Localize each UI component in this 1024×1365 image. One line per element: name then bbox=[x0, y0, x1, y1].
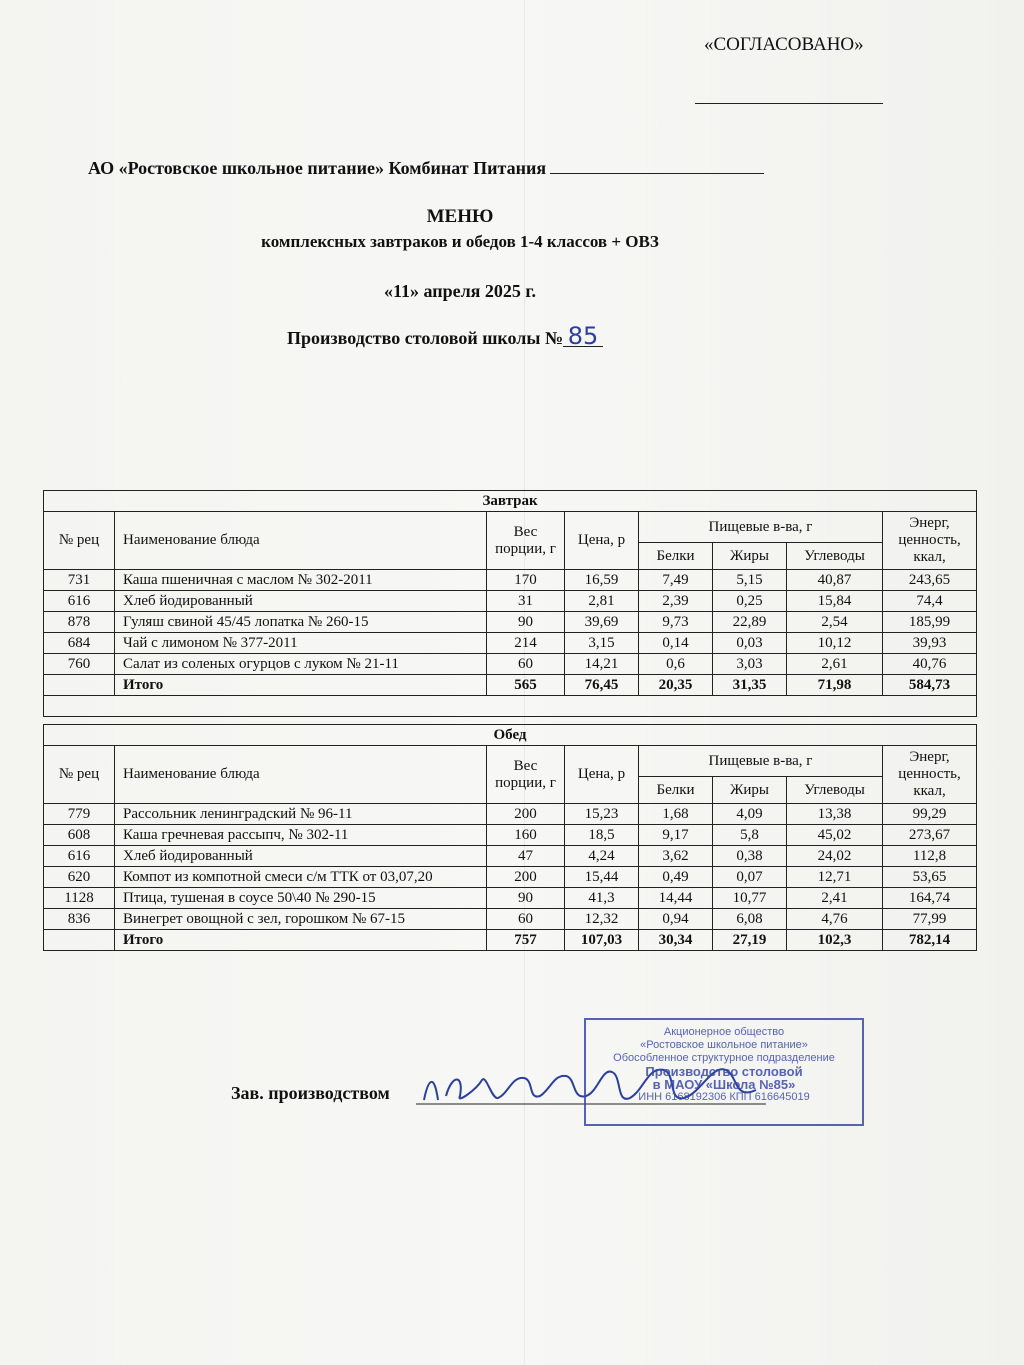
total-energy: 584,73 bbox=[883, 675, 977, 696]
cell-name: Гуляш свиной 45/45 лопатка № 260-15 bbox=[115, 612, 487, 633]
col-name-header: Наименование блюда bbox=[115, 746, 487, 804]
col-carbs-header: Углеводы bbox=[787, 777, 883, 804]
cell-weight: 170 bbox=[487, 570, 565, 591]
cell-protein: 1,68 bbox=[639, 804, 713, 825]
cell-price: 14,21 bbox=[565, 654, 639, 675]
col-energy-header: Энерг, ценность, ккал, bbox=[883, 746, 977, 804]
cell-protein: 2,39 bbox=[639, 591, 713, 612]
table-row bbox=[44, 867, 977, 888]
cell-name: Салат из соленых огурцов с луком № 21-11 bbox=[115, 654, 487, 675]
cell-energy: 99,29 bbox=[883, 804, 977, 825]
table-row bbox=[44, 570, 977, 591]
col-fat-header: Жиры bbox=[713, 777, 787, 804]
cell-price: 3,15 bbox=[565, 633, 639, 654]
cell-fat: 5,15 bbox=[713, 570, 787, 591]
cell-carbs: 12,71 bbox=[787, 867, 883, 888]
cell-protein: 0,94 bbox=[639, 909, 713, 930]
table-row bbox=[44, 888, 977, 909]
cell-energy: 185,99 bbox=[883, 612, 977, 633]
col-weight-header: Вес порции, г bbox=[487, 512, 565, 570]
col-price-header: Цена, р bbox=[565, 746, 639, 804]
cell-name: Каша гречневая рассыпч, № 302-11 bbox=[115, 825, 487, 846]
organization-line bbox=[88, 158, 764, 179]
col-price-header: Цена, р bbox=[565, 512, 639, 570]
cell-rec: 684 bbox=[44, 633, 115, 654]
total-price: 76,45 bbox=[565, 675, 639, 696]
cell-energy: 77,99 bbox=[883, 909, 977, 930]
cell-name: Хлеб йодированный bbox=[115, 591, 487, 612]
breakfast-total-row bbox=[44, 675, 977, 696]
approved-label: «СОГЛАСОВАНО» bbox=[704, 34, 864, 55]
cell-weight: 90 bbox=[487, 612, 565, 633]
organization-name: АО «Ростовское школьное питание» Комбинат Питания bbox=[88, 158, 547, 178]
breakfast-table bbox=[43, 490, 977, 717]
cell-weight: 60 bbox=[487, 909, 565, 930]
breakfast-section-title: Завтрак bbox=[44, 491, 977, 512]
cell-carbs: 45,02 bbox=[787, 825, 883, 846]
cell-rec: 620 bbox=[44, 867, 115, 888]
cell-weight: 200 bbox=[487, 867, 565, 888]
organization-blank-line bbox=[550, 159, 764, 174]
cell-rec: 779 bbox=[44, 804, 115, 825]
cell-fat: 0,03 bbox=[713, 633, 787, 654]
col-rec-header: № рец bbox=[44, 746, 115, 804]
cell-fat: 10,77 bbox=[713, 888, 787, 909]
col-fat-header: Жиры bbox=[713, 543, 787, 570]
cell-carbs: 15,84 bbox=[787, 591, 883, 612]
cell-carbs: 40,87 bbox=[787, 570, 883, 591]
cell-price: 18,5 bbox=[565, 825, 639, 846]
cell-weight: 214 bbox=[487, 633, 565, 654]
col-protein-header: Белки bbox=[639, 543, 713, 570]
cell-carbs: 4,76 bbox=[787, 909, 883, 930]
table-row bbox=[44, 591, 977, 612]
stamp-line-2: «Ростовское школьное питание» bbox=[640, 1039, 808, 1051]
cell-carbs: 13,38 bbox=[787, 804, 883, 825]
cell-carbs: 10,12 bbox=[787, 633, 883, 654]
cell-name: Винегрет овощной с зел, горошком № 67-15 bbox=[115, 909, 487, 930]
school-label: Производство столовой школы № bbox=[287, 328, 564, 348]
cell-fat: 6,08 bbox=[713, 909, 787, 930]
lunch-rows bbox=[44, 804, 977, 930]
cell-rec: 608 bbox=[44, 825, 115, 846]
cell-price: 15,44 bbox=[565, 867, 639, 888]
lunch-table bbox=[43, 724, 977, 951]
total-carbs: 71,98 bbox=[787, 675, 883, 696]
cell-protein: 7,49 bbox=[639, 570, 713, 591]
total-price: 107,03 bbox=[565, 930, 639, 951]
cell-name: Чай с лимоном № 377-2011 bbox=[115, 633, 487, 654]
cell-price: 2,81 bbox=[565, 591, 639, 612]
cell-protein: 9,73 bbox=[639, 612, 713, 633]
total-fat: 27,19 bbox=[713, 930, 787, 951]
col-carbs-header: Углеводы bbox=[787, 543, 883, 570]
total-energy: 782,14 bbox=[883, 930, 977, 951]
cell-price: 4,24 bbox=[565, 846, 639, 867]
total-label: Итого bbox=[115, 675, 487, 696]
table-row bbox=[44, 804, 977, 825]
cell-carbs: 24,02 bbox=[787, 846, 883, 867]
cell-protein: 0,14 bbox=[639, 633, 713, 654]
stamp-line-3: Обособленное структурное подразделение bbox=[613, 1052, 835, 1064]
total-weight: 757 bbox=[487, 930, 565, 951]
cell-carbs: 2,41 bbox=[787, 888, 883, 909]
manager-label: Зав. производством bbox=[231, 1083, 390, 1103]
cell-energy: 39,93 bbox=[883, 633, 977, 654]
cell-protein: 14,44 bbox=[639, 888, 713, 909]
spacer-row bbox=[44, 696, 977, 717]
total-rec-cell bbox=[44, 930, 115, 951]
table-row bbox=[44, 909, 977, 930]
total-protein: 20,35 bbox=[639, 675, 713, 696]
cell-fat: 5,8 bbox=[713, 825, 787, 846]
cell-rec: 731 bbox=[44, 570, 115, 591]
cell-protein: 0,49 bbox=[639, 867, 713, 888]
cell-energy: 40,76 bbox=[883, 654, 977, 675]
school-number: 85 bbox=[563, 326, 603, 347]
col-rec-header: № рец bbox=[44, 512, 115, 570]
breakfast-rows bbox=[44, 570, 977, 675]
col-nutrients-header: Пищевые в-ва, г bbox=[639, 746, 883, 777]
total-label: Итого bbox=[115, 930, 487, 951]
cell-price: 39,69 bbox=[565, 612, 639, 633]
stamp-line-6: ИНН 6168192306 КПП 616645019 bbox=[638, 1091, 810, 1103]
col-nutrients-header: Пищевые в-ва, г bbox=[639, 512, 883, 543]
approval-signature-line bbox=[695, 103, 883, 104]
cell-protein: 3,62 bbox=[639, 846, 713, 867]
total-carbs: 102,3 bbox=[787, 930, 883, 951]
cell-rec: 616 bbox=[44, 591, 115, 612]
stamp-line-1: Акционерное общество bbox=[663, 1026, 785, 1038]
cell-price: 16,59 bbox=[565, 570, 639, 591]
cell-weight: 200 bbox=[487, 804, 565, 825]
cell-energy: 164,74 bbox=[883, 888, 977, 909]
lunch-total-row bbox=[44, 930, 977, 951]
cell-energy: 273,67 bbox=[883, 825, 977, 846]
cell-name: Хлеб йодированный bbox=[115, 846, 487, 867]
total-rec-cell bbox=[44, 675, 115, 696]
menu-subtitle: комплексных завтраков и обедов 1-4 классов + ОВЗ bbox=[261, 232, 659, 251]
table-row bbox=[44, 654, 977, 675]
cell-name: Птица, тушеная в соусе 50\40 № 290-15 bbox=[115, 888, 487, 909]
cell-carbs: 2,54 bbox=[787, 612, 883, 633]
table-row bbox=[44, 825, 977, 846]
cell-weight: 31 bbox=[487, 591, 565, 612]
cell-price: 15,23 bbox=[565, 804, 639, 825]
cell-rec: 836 bbox=[44, 909, 115, 930]
organization-stamp bbox=[584, 1018, 864, 1126]
cell-name: Каша пшеничная с маслом № 302-2011 bbox=[115, 570, 487, 591]
spacer-cell bbox=[44, 696, 977, 717]
cell-fat: 0,07 bbox=[713, 867, 787, 888]
cell-name: Рассольник ленинградский № 96-11 bbox=[115, 804, 487, 825]
stamp-line-4: Производство столовой bbox=[645, 1064, 803, 1079]
col-protein-header: Белки bbox=[639, 777, 713, 804]
cell-name: Компот из компотной смеси с/м ТТК от 03,07,20 bbox=[115, 867, 487, 888]
table-row bbox=[44, 846, 977, 867]
cell-weight: 160 bbox=[487, 825, 565, 846]
cell-fat: 0,38 bbox=[713, 846, 787, 867]
cell-price: 41,3 bbox=[565, 888, 639, 909]
col-energy-header: Энерг, ценность, ккал, bbox=[883, 512, 977, 570]
cell-energy: 74,4 bbox=[883, 591, 977, 612]
total-fat: 31,35 bbox=[713, 675, 787, 696]
cell-rec: 1128 bbox=[44, 888, 115, 909]
cell-weight: 60 bbox=[487, 654, 565, 675]
table-row bbox=[44, 612, 977, 633]
cell-rec: 760 bbox=[44, 654, 115, 675]
cell-energy: 53,65 bbox=[883, 867, 977, 888]
school-line bbox=[287, 322, 603, 350]
cell-protein: 9,17 bbox=[639, 825, 713, 846]
total-protein: 30,34 bbox=[639, 930, 713, 951]
lunch-section-title: Обед bbox=[44, 725, 977, 746]
table-row bbox=[44, 633, 977, 654]
stamp-line-5: в МАОУ «Школа №85» bbox=[652, 1077, 796, 1092]
cell-fat: 4,09 bbox=[713, 804, 787, 825]
cell-carbs: 2,61 bbox=[787, 654, 883, 675]
col-name-header: Наименование блюда bbox=[115, 512, 487, 570]
menu-date: «11» апреля 2025 г. bbox=[383, 281, 537, 301]
cell-energy: 243,65 bbox=[883, 570, 977, 591]
cell-protein: 0,6 bbox=[639, 654, 713, 675]
cell-fat: 3,03 bbox=[713, 654, 787, 675]
cell-fat: 0,25 bbox=[713, 591, 787, 612]
total-weight: 565 bbox=[487, 675, 565, 696]
cell-weight: 47 bbox=[487, 846, 565, 867]
cell-rec: 878 bbox=[44, 612, 115, 633]
col-weight-header: Вес порции, г bbox=[487, 746, 565, 804]
cell-energy: 112,8 bbox=[883, 846, 977, 867]
menu-title: МЕНЮ bbox=[426, 206, 494, 227]
cell-fat: 22,89 bbox=[713, 612, 787, 633]
cell-weight: 90 bbox=[487, 888, 565, 909]
cell-price: 12,32 bbox=[565, 909, 639, 930]
cell-rec: 616 bbox=[44, 846, 115, 867]
